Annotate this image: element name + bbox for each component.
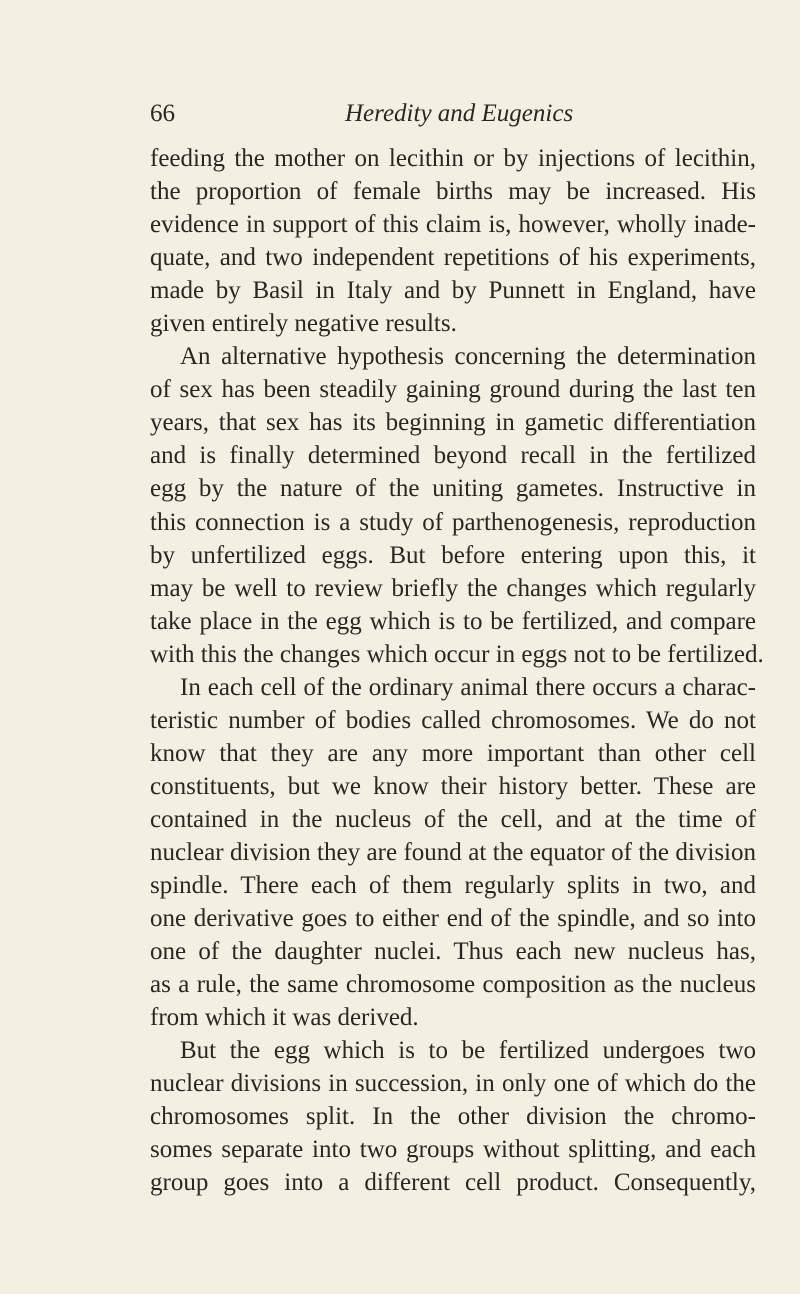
text-line: quate, and two independent repetitions of his experiments, <box>150 244 756 272</box>
text-line: one of the daughter nuclei. Thus each new nucleus has, <box>150 938 756 966</box>
text-line: spindle. There each of them regularly splits in two, and <box>150 872 756 900</box>
text-line: of sex has been steadily gaining ground during the last ten <box>150 376 756 404</box>
running-title: Heredity and Eugenics <box>345 100 574 127</box>
text-line: An alternative hypothesis concerning the determination <box>180 343 756 371</box>
text-line: this connection is a study of parthenogenesis, reproduction <box>150 508 756 536</box>
text-line: take place in the egg which is to be fertilized, and compare <box>150 607 756 635</box>
text-line: In each cell of the ordinary animal there occurs a charac- <box>180 673 756 701</box>
text-line: by unfertilized eggs. But before entering upon this, it <box>150 541 756 569</box>
text-line: chromosomes split. In the other division the chromo- <box>150 1103 756 1131</box>
text-line: nuclear division they are found at the equator of the division <box>150 838 756 866</box>
text-line: But the egg which is to be fertilized undergoes two <box>180 1037 756 1065</box>
text-line: group goes into a different cell product. Consequently, <box>150 1169 756 1197</box>
text-line: from which it was derived. <box>150 1004 419 1032</box>
text-line: somes separate into two groups without splitting, and each <box>150 1136 756 1164</box>
text-line: nuclear divisions in succession, in only one of which do the <box>150 1070 756 1098</box>
text-line: constituents, but we know their history better. These are <box>150 772 756 800</box>
running-head <box>150 97 750 131</box>
body-text <box>150 142 764 1200</box>
text-line: teristic number of bodies called chromosomes. We do not <box>150 706 756 734</box>
text-line: with this the changes which occur in eggs not to be fertilized. <box>150 640 764 668</box>
text-line: years, that sex has its beginning in gametic differentiation <box>150 409 756 437</box>
text-line: evidence in support of this claim is, however, wholly inade- <box>150 211 756 239</box>
text-line: and is finally determined beyond recall in the fertilized <box>150 442 756 470</box>
text-line: feeding the mother on lecithin or by injections of lecithin, <box>150 145 756 172</box>
text-line: know that they are any more important than other cell <box>150 739 756 767</box>
text-line: as a rule, the same chromosome composition as the nucleus <box>150 971 756 999</box>
text-line: made by Basil in Italy and by Punnett in England, have <box>150 277 756 305</box>
text-line: egg by the nature of the uniting gametes. Instructive in <box>150 475 756 503</box>
text-line: may be well to review briefly the changes which regularly <box>150 574 756 602</box>
text-line: one derivative goes to either end of the spindle, and so into <box>150 905 756 933</box>
text-line: given entirely negative results. <box>150 310 457 338</box>
text-line: the proportion of female births may be increased. His <box>150 178 756 206</box>
page-number: 66 <box>150 100 175 127</box>
text-line: contained in the nucleus of the cell, and at the time of <box>150 805 756 833</box>
